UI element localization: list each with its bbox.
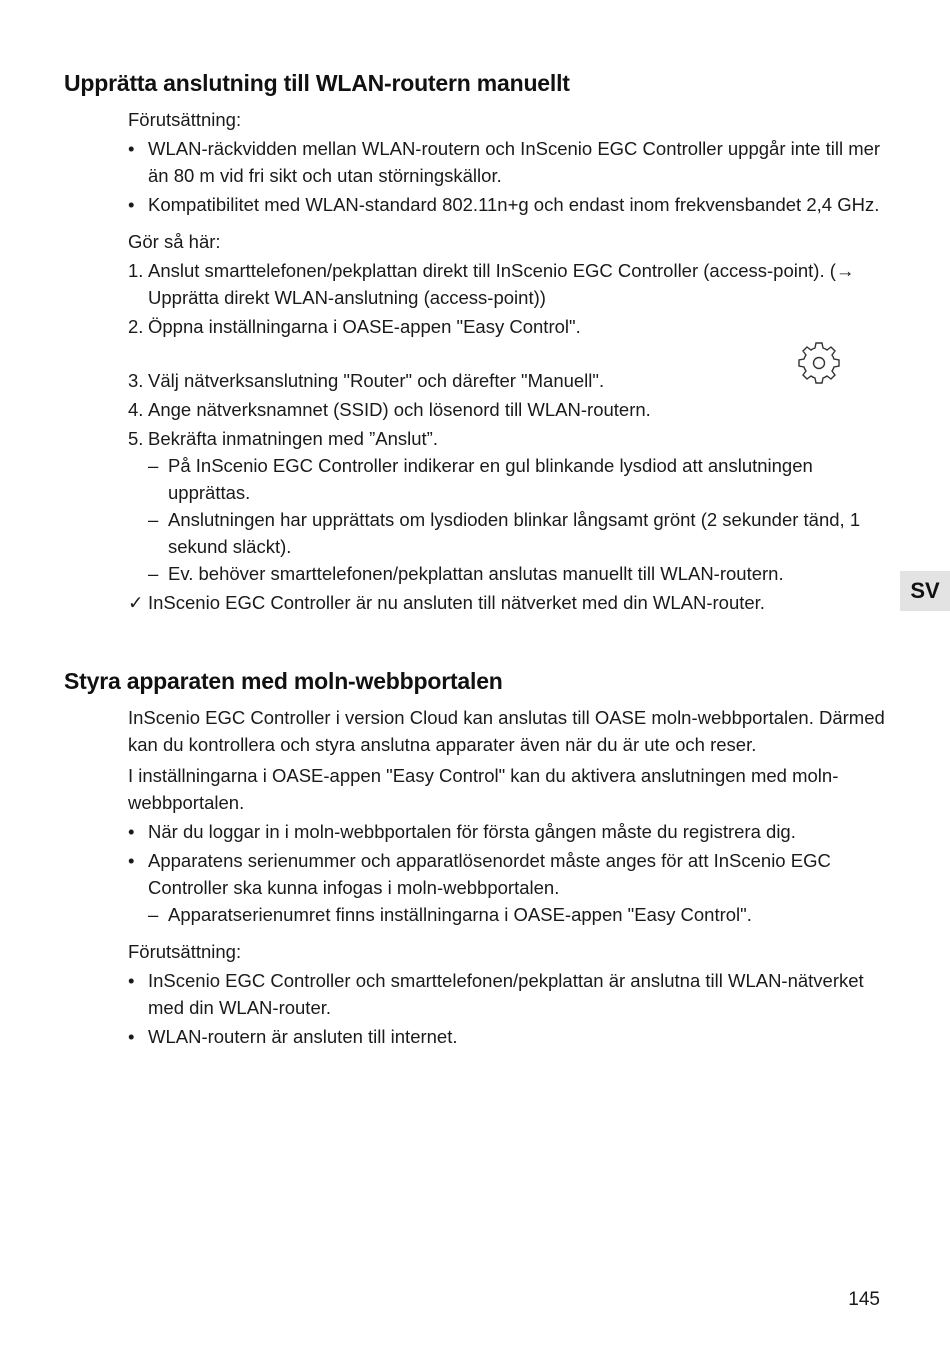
- result-item: [128, 589, 888, 616]
- bullet-mark: •: [128, 970, 135, 991]
- paragraph: InScenio EGC Controller i version Cloud kan anslutas till OASE moln-webbportalen. Därmed kan du kontrollera och styra anslutna apparater även när du är ute och reser.: [128, 707, 885, 755]
- instructions-label: Gör så här:: [128, 231, 221, 252]
- list-item: [128, 135, 888, 189]
- list-item-text: WLAN-routern är ansluten till internet.: [148, 1026, 458, 1047]
- sub-step-text: Anslutningen har upprättats om lysdioden blinkar långsamt grönt (2 sekunder tänd, 1 sekund släckt).: [168, 509, 861, 557]
- sub-list-item: [128, 901, 888, 928]
- step-text: Välj nätverksanslutning "Router" och därefter "Manuell".: [148, 370, 605, 391]
- step-text: Anslut smarttelefonen/pekplattan direkt till InScenio EGC Controller (access-point). (→ Upprätta direkt WLAN-anslutning (access-point)): [148, 260, 855, 308]
- step-item: [128, 425, 888, 452]
- sub-step-item: [128, 506, 888, 560]
- section-cloud-portal-body: [128, 704, 888, 1050]
- list-item-text: Apparatens serienummer och apparatlösenordet måste anges för att InScenio EGC Controller ska kunna infogas i moln-webbportalen.: [148, 850, 831, 898]
- section-heading-manual-wlan: Upprätta anslutning till WLAN-routern manuellt: [64, 70, 570, 96]
- list-item-text: InScenio EGC Controller och smarttelefonen/pekplattan är anslutna till WLAN-nätverket med din WLAN-router.: [148, 970, 864, 1018]
- section-heading-cloud-portal: Styra apparaten med moln-webbportalen: [64, 668, 503, 694]
- gear-icon: [796, 340, 842, 386]
- step-text: Bekräfta inmatningen med ”Anslut”.: [148, 428, 438, 449]
- step-item: [128, 396, 888, 423]
- prerequisite-label: Förutsättning:: [128, 109, 242, 130]
- step-number: 5.: [128, 428, 144, 449]
- list-item: [128, 818, 888, 845]
- list-item-text: Kompatibilitet med WLAN-standard 802.11n+g och endast inom frekvensbandet 2,4 GHz.: [148, 194, 880, 215]
- bullet-mark: •: [128, 194, 135, 215]
- dash-mark: –: [148, 904, 159, 925]
- bullet-mark: •: [128, 850, 135, 871]
- list-item: [128, 191, 888, 218]
- sub-list-item-text: Apparatserienumret finns inställningarna i OASE-appen "Easy Control".: [168, 904, 752, 925]
- section-manual-wlan-body: [128, 106, 888, 616]
- step-number: 1.: [128, 260, 144, 281]
- dash-mark: –: [148, 455, 159, 476]
- step-item: [128, 257, 908, 311]
- list-item-text: När du loggar in i moln-webbportalen för första gången måste du registrera dig.: [148, 821, 796, 842]
- bullet-mark: •: [128, 138, 135, 159]
- bullet-mark: •: [128, 1026, 135, 1047]
- list-item-text: WLAN-räckvidden mellan WLAN-routern och InScenio EGC Controller uppgår inte till mer än 80 m vid fri sikt och utan störningskällor.: [148, 138, 881, 186]
- step-number: 3.: [128, 370, 144, 391]
- step-number: 4.: [128, 399, 144, 420]
- step-text: Ange nätverksnamnet (SSID) och lösenord till WLAN-routern.: [148, 399, 651, 420]
- list-item: [128, 847, 888, 901]
- result-text: InScenio EGC Controller är nu ansluten till nätverket med din WLAN-router.: [148, 592, 765, 613]
- sub-step-text: Ev. behöver smarttelefonen/pekplattan anslutas manuellt till WLAN-routern.: [168, 563, 784, 584]
- step-item: [128, 313, 888, 365]
- page-number: 145: [848, 1289, 880, 1310]
- check-icon: ✓: [128, 592, 144, 613]
- step-number: 2.: [128, 316, 144, 337]
- sub-step-text: På InScenio EGC Controller indikerar en gul blinkande lysdiod att anslutningen upprättas.: [168, 455, 813, 503]
- list-item: [128, 1023, 888, 1050]
- language-tab: SV: [900, 571, 950, 611]
- bullet-mark: •: [128, 821, 135, 842]
- step-text: Öppna inställningarna i OASE-appen "Easy Control".: [148, 316, 581, 337]
- dash-mark: –: [148, 563, 159, 584]
- dash-mark: –: [148, 509, 159, 530]
- list-item: [128, 967, 888, 1021]
- step-item: [128, 367, 888, 394]
- prerequisite-label: Förutsättning:: [128, 941, 242, 962]
- sub-step-item: [128, 560, 888, 587]
- sub-step-item: [128, 452, 888, 506]
- paragraph: I inställningarna i OASE-appen "Easy Control" kan du aktivera anslutningen med moln-webbportalen.: [128, 765, 839, 813]
